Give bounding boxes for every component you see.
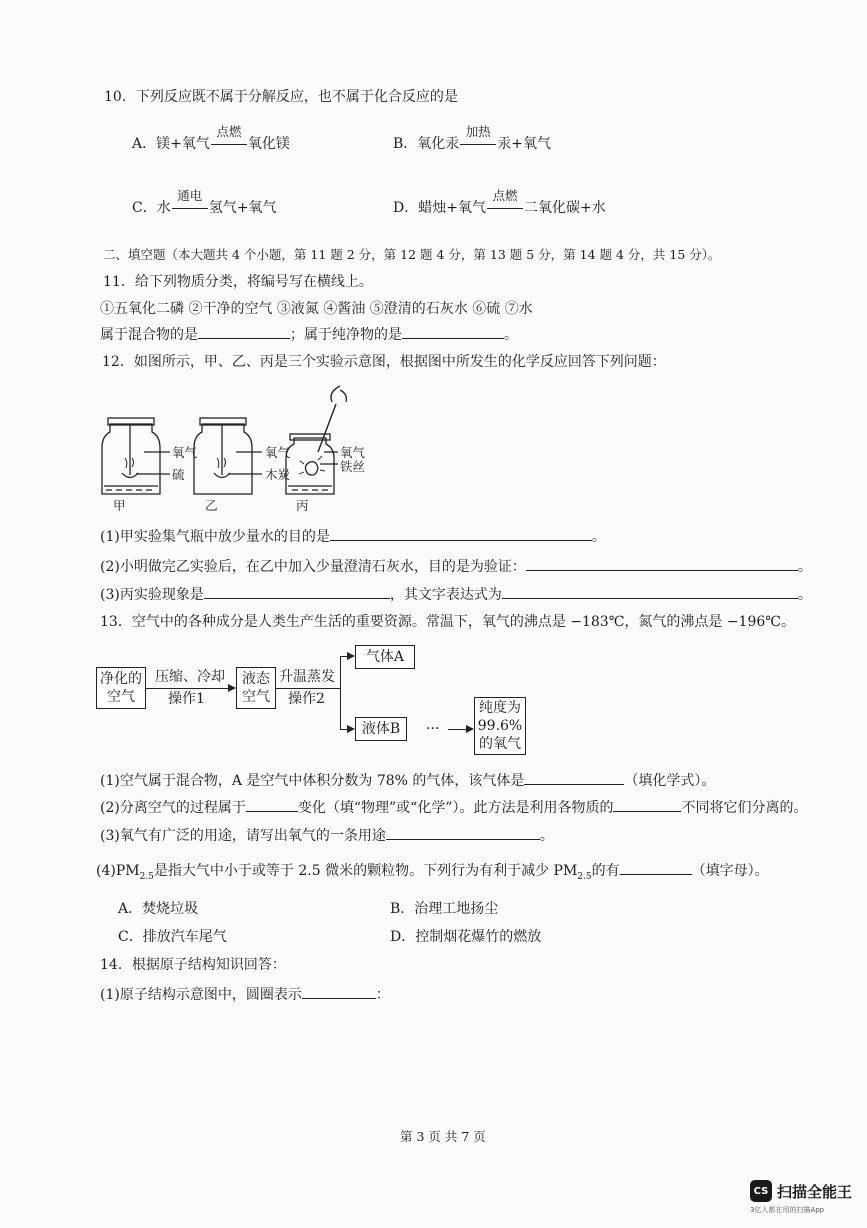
reaction-arrow: [211, 144, 247, 145]
q13-option-a: A．焚烧垃圾: [118, 901, 199, 917]
mixture-blank[interactable]: [198, 326, 290, 339]
prompt-text: 是指大气中小于或等于 2.5 微米的颗粒物。下列行为有利于减少 PM: [153, 863, 578, 879]
pure-substance-blank[interactable]: [402, 326, 504, 339]
products: 氧化镁: [247, 136, 290, 152]
op1-top-label: 压缩、冷却: [155, 669, 225, 685]
q14-stem: 14．根据原子结构知识回答：: [100, 957, 286, 973]
verify-blank[interactable]: [526, 558, 798, 571]
bing-label: 丙: [296, 498, 309, 513]
reactants: 蜡烛+氧气: [418, 200, 486, 216]
bing-bottle: [286, 386, 346, 494]
q10-option-b: [393, 124, 552, 153]
box-text: 空气: [107, 689, 135, 705]
prompt-text: 的有: [591, 863, 620, 879]
prompt-text: ，其文字表达式为: [389, 587, 502, 603]
reactants: 氧化汞: [417, 136, 460, 152]
prompt-text: 。: [504, 327, 518, 343]
subscript: 2.5: [139, 871, 154, 882]
q13-sub1: [100, 772, 715, 790]
reaction-condition: 通电: [177, 188, 203, 203]
q13-sub3: [100, 827, 554, 845]
change-type-blank[interactable]: [246, 799, 298, 812]
purified-air-box: [96, 667, 146, 709]
branch-vertical-line: [340, 656, 341, 729]
prompt-text: (2)分离空气的过程属于: [100, 800, 246, 816]
box-text: 纯度为: [479, 700, 521, 716]
jia-substance-label: 硫: [172, 467, 185, 482]
property-blank[interactable]: [613, 799, 681, 812]
box-text: 空气: [242, 689, 270, 705]
cs-logo-icon: CS: [750, 1180, 772, 1202]
prompt-text: 。: [797, 559, 812, 575]
reactants: 镁+氧气: [156, 136, 210, 152]
prompt-text: (2)小明做完乙实验后，在乙中加入少量澄清石灰水，目的是为验证：: [100, 559, 526, 575]
yi-bottle: [194, 418, 262, 494]
products: 二氧化碳+水: [523, 200, 606, 216]
water-purpose-blank[interactable]: [330, 528, 592, 541]
prompt-text: ；属于纯净物的是: [290, 327, 402, 343]
final-arrow-line: [448, 729, 468, 730]
q12-sub1: [100, 528, 606, 546]
prompt-text: (3)氧气有广泛的用途，请写出氧气的一条用途: [100, 828, 386, 844]
jia-gas-label: 氧气: [172, 445, 198, 460]
op1-bottom-label: 操作1: [168, 691, 205, 707]
q13-sub4: [96, 862, 769, 886]
option-letter: C．: [132, 200, 157, 216]
liquid-b-box: [355, 717, 407, 741]
bing-substance-label: 铁丝: [340, 459, 366, 474]
prompt-text: ：: [375, 987, 390, 1003]
scanner-watermark: [750, 1180, 853, 1214]
option-letter: B．: [393, 136, 418, 152]
circle-meaning-blank[interactable]: [302, 986, 376, 999]
q13-option-d: D．控制烟花爆竹的燃放: [390, 929, 542, 945]
prompt-text: 。: [539, 828, 554, 844]
box-text: 的氧气: [479, 736, 521, 752]
liquid-air-box: [236, 667, 276, 709]
option-letter: A．: [132, 136, 157, 152]
box-text: 净化的: [100, 671, 142, 687]
app-tagline: 3亿人都在用的扫描App: [750, 1206, 825, 1214]
subscript: 2.5: [577, 871, 592, 882]
op1-arrowhead: [228, 684, 236, 692]
q12-sub3: [100, 586, 812, 604]
bing-gas-label: 氧气: [340, 445, 366, 460]
reaction-arrow: [172, 208, 208, 209]
prompt-text: 。: [797, 587, 812, 603]
prompt-text: (1)原子结构示意图中，圆圈表示: [100, 987, 302, 1003]
prompt-text: 变化（填“物理”或“化学”）。此方法是利用各物质的: [297, 800, 614, 816]
yi-substance-label: 木炭: [265, 467, 291, 482]
gas-formula-blank[interactable]: [524, 772, 624, 785]
products: 汞+氧气: [497, 136, 552, 152]
yi-label: 乙: [205, 498, 218, 513]
prompt-text: （填化学式）。: [624, 773, 716, 789]
q13-stem: 13．空气中的各种成分是人类生产生活的重要资源。常温下，氧气的沸点是 −183℃，氮气的沸点是 −196℃。: [100, 614, 795, 630]
prompt-text: 。: [591, 529, 606, 545]
pure-oxygen-box: [474, 697, 526, 755]
prompt-text: (4)PM: [96, 863, 140, 879]
box-text: 液体B: [361, 721, 401, 737]
phenomenon-blank[interactable]: [204, 586, 390, 599]
reaction-condition: 加热: [465, 124, 491, 139]
yi-gas-label: 氧气: [265, 445, 291, 460]
jia-label: 甲: [113, 498, 126, 513]
reaction-condition: 点燃: [216, 124, 242, 139]
gas-a-box: [355, 645, 415, 669]
page-footer: 第 3 页 共 7 页: [400, 1129, 486, 1144]
prompt-text: 不同将它们分离的。: [681, 800, 808, 816]
q12-sub2: [100, 558, 812, 576]
prompt-text: 属于混合物的是: [100, 327, 198, 343]
op2-arrow-line: [276, 688, 340, 689]
q10-option-d: [393, 188, 606, 217]
gas-a-arrowhead: [347, 652, 355, 660]
ellipsis: ···: [426, 721, 440, 737]
prompt-text: （填字母）。: [691, 863, 769, 879]
q10-option-a: [132, 124, 290, 153]
q11-answer-line: [100, 326, 518, 344]
prompt-text: (1)空气属于混合物，A 是空气中体积分数为 78% 的气体，该气体是: [100, 773, 525, 789]
q10-option-c: [132, 188, 277, 217]
products: 氢气+氧气: [208, 200, 277, 216]
q13-option-c: C．排放汽车尾气: [118, 929, 227, 945]
reactants: 水: [156, 200, 171, 216]
q13-sub2: [100, 799, 807, 817]
reaction-condition: 点燃: [492, 188, 518, 203]
q12-stem: 12．如图所示，甲、乙、丙是三个实验示意图，根据图中所发生的化学反应回答下列问题：: [102, 354, 666, 370]
box-text: 液态: [242, 671, 270, 687]
final-arrowhead: [466, 725, 474, 733]
section-heading: 二、填空题（本大题共 4 个小题，第 11 题 2 分，第 12 题 4 分，第 13 题 5 分，第 14 题 4 分，共 15 分）。: [103, 247, 721, 262]
q11-items: ①五氧化二磷 ②干净的空气 ③液氮 ④酱油 ⑤澄清的石灰水 ⑥硫 ⑦水: [100, 301, 533, 317]
q10-stem: 10．下列反应既不属于分解反应，也不属于化合反应的是: [104, 89, 458, 105]
box-text: 99.6%: [477, 718, 523, 734]
box-text: 气体A: [365, 649, 405, 665]
op1-arrow-line: [146, 688, 230, 689]
prompt-text: (1)甲实验集气瓶中放少量水的目的是: [100, 529, 330, 545]
word-equation-blank[interactable]: [502, 586, 798, 599]
q11-stem: 11．给下列物质分类，将编号写在横线上。: [103, 274, 373, 290]
app-name: 扫描全能王: [777, 1182, 853, 1201]
jia-bottle: [102, 418, 170, 494]
op2-bottom-label: 操作2: [288, 691, 325, 707]
prompt-text: (3)丙实验现象是: [100, 587, 204, 603]
q13-option-b: B．治理工地扬尘: [390, 901, 499, 917]
q14-sub1: [100, 986, 390, 1004]
pm-choice-blank[interactable]: [620, 862, 692, 875]
op2-top-label: 升温蒸发: [279, 669, 335, 685]
option-letter: D．: [393, 200, 419, 216]
reaction-arrow: [487, 208, 523, 209]
reaction-arrow: [460, 144, 496, 145]
liquid-b-arrowhead: [347, 725, 355, 733]
oxygen-use-blank[interactable]: [386, 827, 540, 840]
